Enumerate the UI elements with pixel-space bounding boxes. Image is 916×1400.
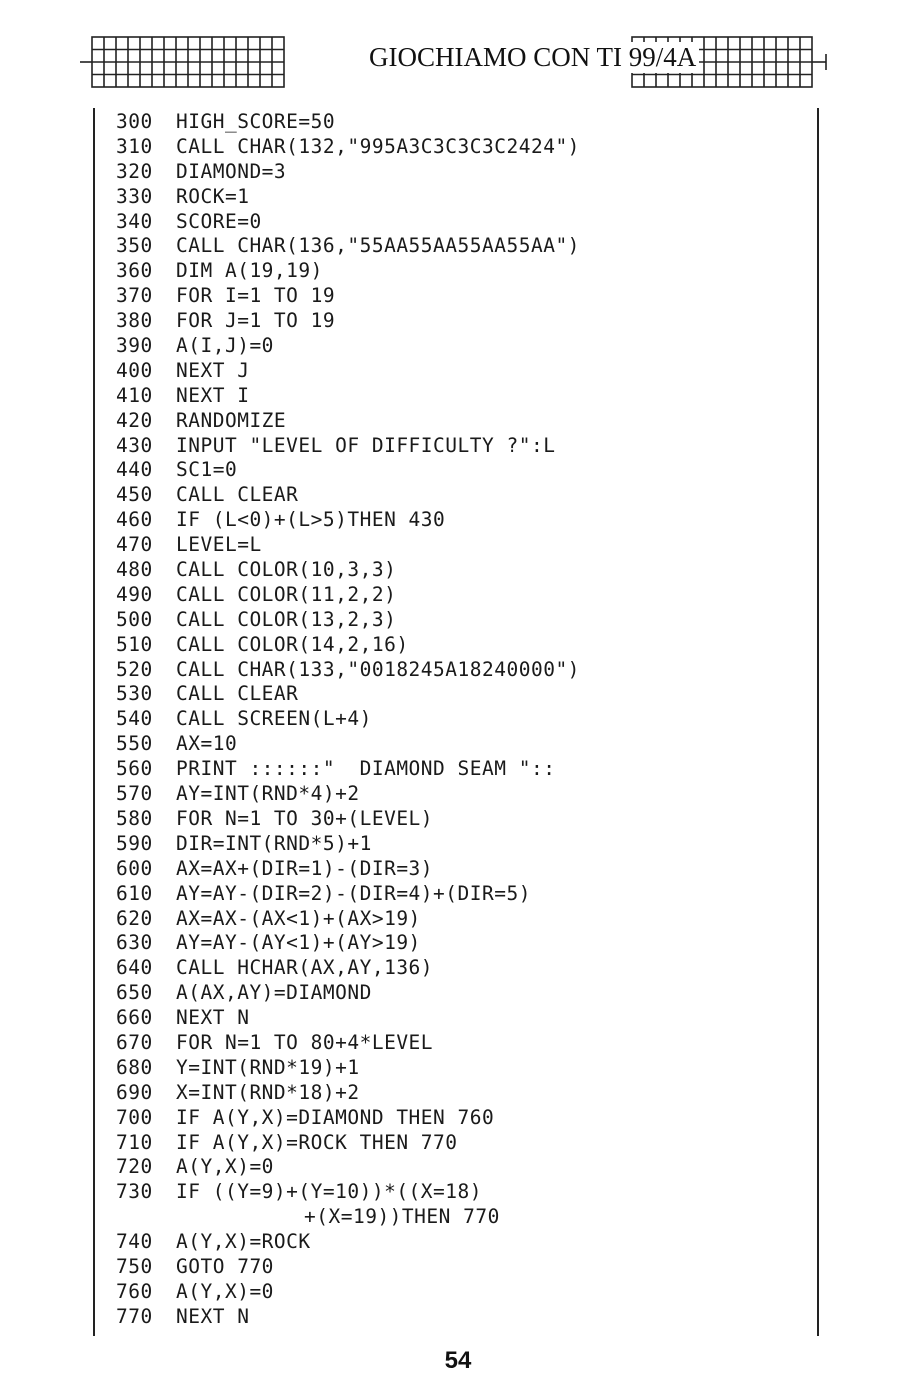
- line-number: 500: [116, 607, 153, 631]
- line-number: 370: [116, 284, 153, 308]
- line-code: NEXT I: [176, 383, 250, 407]
- line-number: 310: [116, 134, 153, 158]
- line-code: CALL COLOR(10,3,3): [176, 558, 397, 582]
- line-number: 450: [116, 483, 153, 507]
- code-line: [116, 981, 806, 1006]
- line-number: 690: [116, 1080, 153, 1104]
- line-number: 380: [116, 309, 153, 333]
- line-number: 410: [116, 383, 153, 407]
- line-code: AX=10: [176, 732, 238, 756]
- right-margin-rule: [817, 108, 819, 1336]
- code-line: [116, 1006, 806, 1031]
- line-code: LEVEL=L: [176, 533, 262, 557]
- line-number: 710: [116, 1130, 153, 1154]
- code-line: [116, 633, 806, 658]
- line-code: DIM A(19,19): [176, 259, 323, 283]
- line-number: 530: [116, 682, 153, 706]
- code-line: [116, 857, 806, 882]
- line-code: FOR N=1 TO 80+4*LEVEL: [176, 1030, 434, 1054]
- code-line: [116, 782, 806, 807]
- line-code: AX=AX+(DIR=1)-(DIR=3): [176, 856, 434, 880]
- line-code: AX=AX-(AX<1)+(AX>19): [176, 906, 421, 930]
- code-line: [116, 732, 806, 757]
- line-code: Y=INT(RND*19)+1: [176, 1055, 360, 1079]
- left-margin-rule: [93, 108, 95, 1336]
- line-code: NEXT J: [176, 358, 250, 382]
- code-line: [116, 658, 806, 683]
- code-line: [116, 1031, 806, 1056]
- line-code: A(AX,AY)=DIAMOND: [176, 981, 372, 1005]
- code-line: [116, 1280, 806, 1305]
- line-number: 360: [116, 259, 153, 283]
- code-line: [116, 384, 806, 409]
- code-line: [116, 1155, 806, 1180]
- code-line: [116, 882, 806, 907]
- code-line: [116, 160, 806, 185]
- line-number: 480: [116, 558, 153, 582]
- line-code: FOR N=1 TO 30+(LEVEL): [176, 806, 434, 830]
- line-number: 340: [116, 209, 153, 233]
- line-number: 510: [116, 632, 153, 656]
- line-number: 390: [116, 334, 153, 358]
- line-code: RANDOMIZE: [176, 408, 287, 432]
- line-code: A(Y,X)=ROCK: [176, 1230, 311, 1254]
- line-number: 770: [116, 1304, 153, 1328]
- line-code: CALL CLEAR: [176, 682, 299, 706]
- code-line: [116, 832, 806, 857]
- code-line: [116, 508, 806, 533]
- code-line: [116, 234, 806, 259]
- line-number: 520: [116, 657, 153, 681]
- line-number: 670: [116, 1030, 153, 1054]
- line-number: 660: [116, 1006, 153, 1030]
- line-code: INPUT "LEVEL OF DIFFICULTY ?":L: [176, 433, 556, 457]
- line-code: GOTO 770: [176, 1254, 274, 1278]
- line-number: 330: [116, 184, 153, 208]
- line-number: 750: [116, 1254, 153, 1278]
- code-line: [116, 309, 806, 334]
- line-code: A(Y,X)=0: [176, 1155, 274, 1179]
- line-number: 430: [116, 433, 153, 457]
- code-line: [116, 434, 806, 459]
- line-number: 580: [116, 806, 153, 830]
- code-line: [116, 334, 806, 359]
- code-line: [116, 483, 806, 508]
- code-line: [116, 1056, 806, 1081]
- line-number: 740: [116, 1230, 153, 1254]
- line-number: 440: [116, 458, 153, 482]
- line-number: 730: [116, 1180, 153, 1204]
- line-number: 420: [116, 408, 153, 432]
- code-line: [116, 1131, 806, 1156]
- line-code: NEXT N: [176, 1304, 250, 1328]
- line-code: AY=AY-(AY<1)+(AY>19): [176, 931, 421, 955]
- line-code: FOR J=1 TO 19: [176, 309, 336, 333]
- line-code: IF (L<0)+(L>5)THEN 430: [176, 508, 446, 532]
- page-header: [80, 34, 830, 92]
- code-line: [116, 608, 806, 633]
- line-code: SC1=0: [176, 458, 238, 482]
- code-line: [116, 135, 806, 160]
- code-line: [116, 1106, 806, 1131]
- line-code: ROCK=1: [176, 184, 250, 208]
- line-number: 490: [116, 582, 153, 606]
- line-code: PRINT ::::::" DIAMOND SEAM "::: [176, 757, 556, 781]
- line-code: HIGH_SCORE=50: [176, 110, 336, 133]
- line-code: CALL CHAR(132,"995A3C3C3C3C2424"): [176, 134, 580, 158]
- line-number: 630: [116, 931, 153, 955]
- line-number: 300: [116, 110, 153, 133]
- line-number: 320: [116, 159, 153, 183]
- line-number: 700: [116, 1105, 153, 1129]
- line-number: 610: [116, 881, 153, 905]
- code-line: [116, 807, 806, 832]
- line-number: 720: [116, 1155, 153, 1179]
- line-code: FOR I=1 TO 19: [176, 284, 336, 308]
- code-line: [116, 185, 806, 210]
- code-line: [116, 707, 806, 732]
- program-listing: [116, 110, 806, 1330]
- code-line: [116, 359, 806, 384]
- line-code: A(Y,X)=0: [176, 1279, 274, 1303]
- line-code: CALL HCHAR(AX,AY,136): [176, 956, 434, 980]
- code-line-continuation: [116, 1205, 806, 1230]
- line-number: 590: [116, 831, 153, 855]
- code-line: [116, 284, 806, 309]
- line-code: CALL COLOR(11,2,2): [176, 582, 397, 606]
- line-code: CALL CLEAR: [176, 483, 299, 507]
- code-line: [116, 907, 806, 932]
- line-code: IF A(Y,X)=ROCK THEN 770: [176, 1130, 458, 1154]
- code-line: [116, 533, 806, 558]
- code-line: [116, 409, 806, 434]
- line-code: +(X=19))THEN 770: [304, 1205, 500, 1229]
- line-number: 620: [116, 906, 153, 930]
- line-code: IF ((Y=9)+(Y=10))*((X=18): [176, 1180, 482, 1204]
- code-line: [116, 210, 806, 235]
- line-code: CALL SCREEN(L+4): [176, 707, 372, 731]
- line-number: 470: [116, 533, 153, 557]
- page-number: 54: [444, 1347, 472, 1374]
- line-code: CALL CHAR(136,"55AA55AA55AA55AA"): [176, 234, 580, 258]
- line-code: DIR=INT(RND*5)+1: [176, 831, 372, 855]
- line-number: 460: [116, 508, 153, 532]
- code-line: [116, 682, 806, 707]
- line-number: 760: [116, 1279, 153, 1303]
- line-code: A(I,J)=0: [176, 334, 274, 358]
- code-line: [116, 956, 806, 981]
- code-line: [116, 583, 806, 608]
- line-code: SCORE=0: [176, 209, 262, 233]
- line-number: 680: [116, 1055, 153, 1079]
- line-code: CALL COLOR(13,2,3): [176, 607, 397, 631]
- code-line: [116, 458, 806, 483]
- line-code: NEXT N: [176, 1006, 250, 1030]
- line-code: X=INT(RND*18)+2: [176, 1080, 360, 1104]
- code-line: [116, 1230, 806, 1255]
- code-line: [116, 1180, 806, 1205]
- line-number: 350: [116, 234, 153, 258]
- code-line: [116, 558, 806, 583]
- line-number: 400: [116, 358, 153, 382]
- code-line: [116, 1305, 806, 1330]
- header-title: GIOCHIAMO CON TI 99/4A: [366, 42, 699, 73]
- line-code: CALL CHAR(133,"0018245A18240000"): [176, 657, 580, 681]
- line-number: 570: [116, 782, 153, 806]
- line-code: DIAMOND=3: [176, 159, 287, 183]
- code-line: [116, 931, 806, 956]
- line-code: IF A(Y,X)=DIAMOND THEN 760: [176, 1105, 495, 1129]
- code-line: [116, 110, 806, 135]
- line-number: 650: [116, 981, 153, 1005]
- line-number: 640: [116, 956, 153, 980]
- line-number: 550: [116, 732, 153, 756]
- line-code: AY=AY-(DIR=2)-(DIR=4)+(DIR=5): [176, 881, 531, 905]
- line-number: 540: [116, 707, 153, 731]
- code-line: [116, 1255, 806, 1280]
- line-code: CALL COLOR(14,2,16): [176, 632, 409, 656]
- line-number: 560: [116, 757, 153, 781]
- line-code: AY=INT(RND*4)+2: [176, 782, 360, 806]
- code-line: [116, 1081, 806, 1106]
- code-line: [116, 259, 806, 284]
- code-line: [116, 757, 806, 782]
- line-number: 600: [116, 856, 153, 880]
